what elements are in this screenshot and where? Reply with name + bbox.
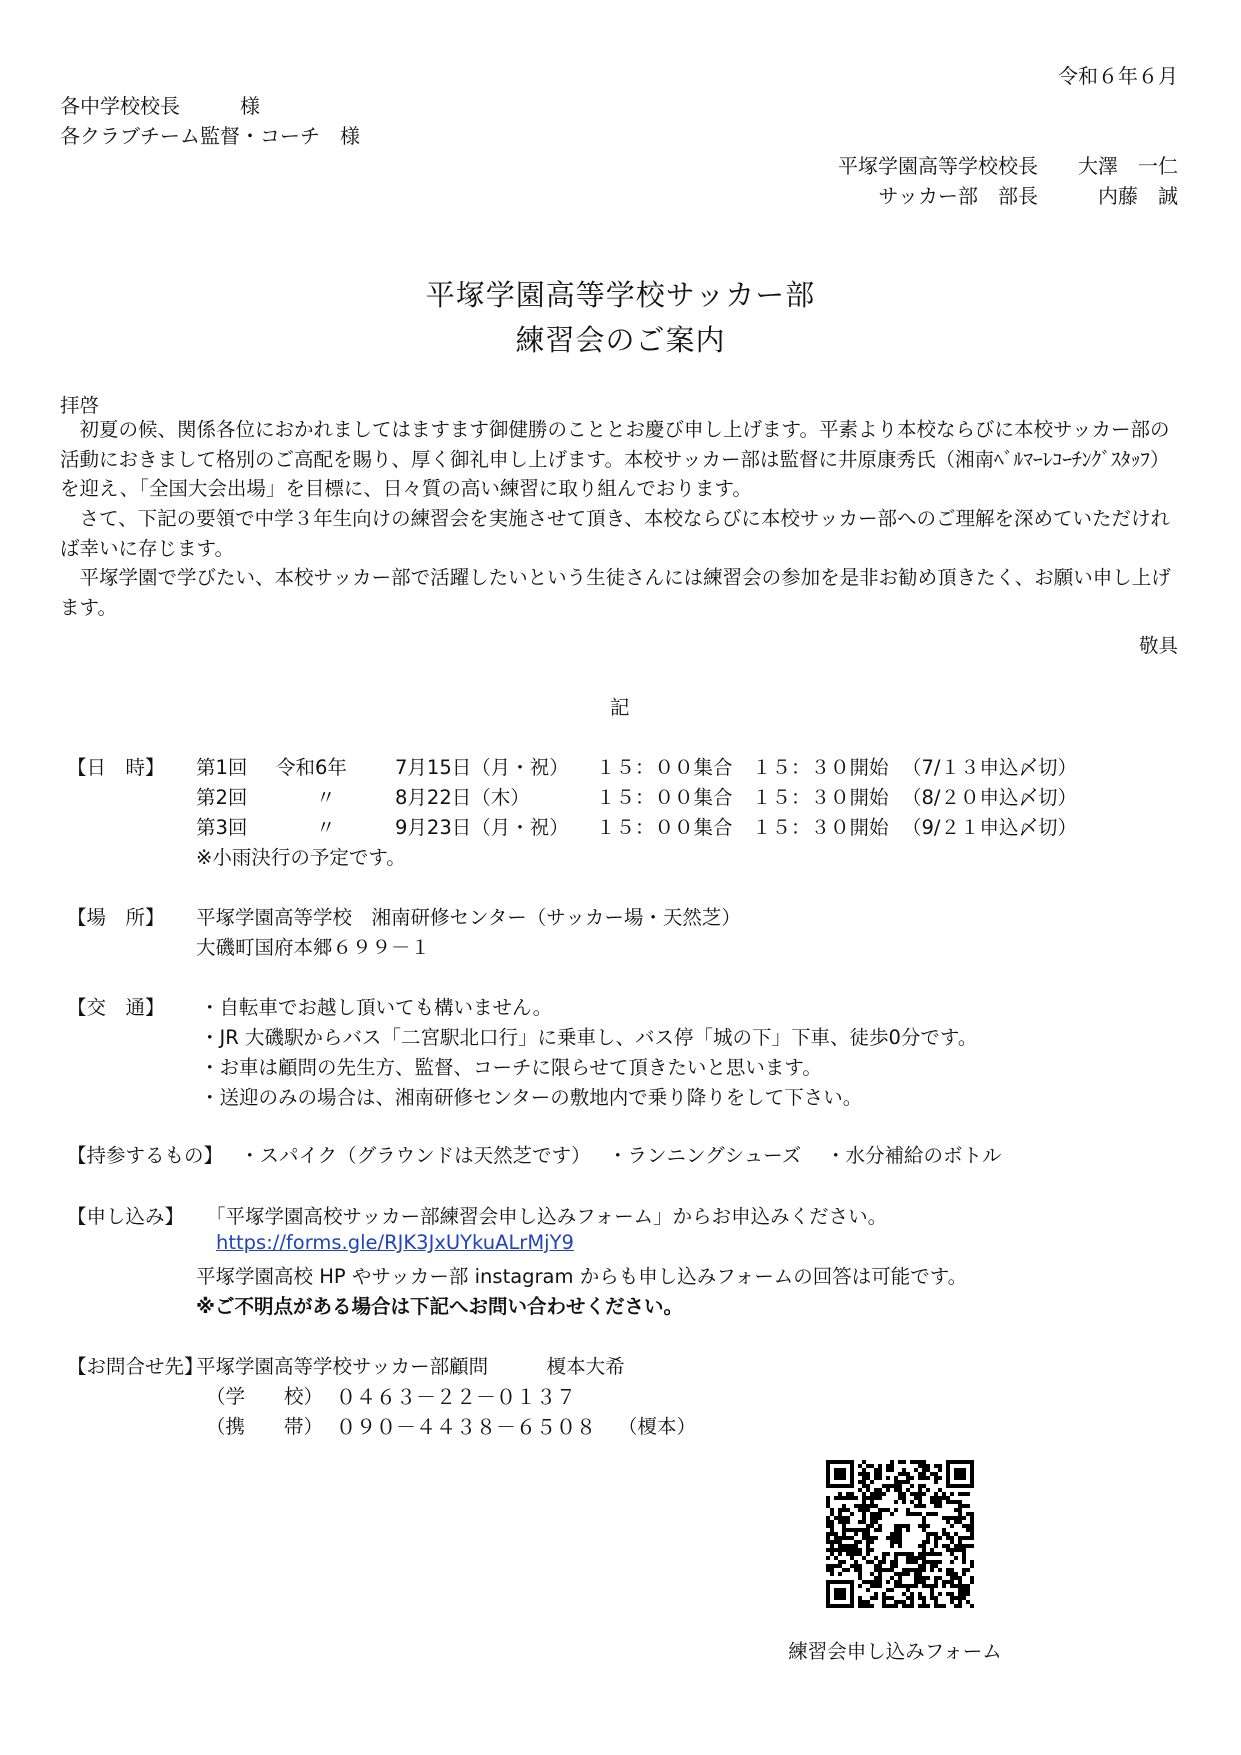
bring-item: ・ランニングシューズ	[608, 1144, 802, 1167]
contact-label: 【お問合せ先】	[67, 1355, 204, 1378]
apply-form-link[interactable]: https://forms.gle/RJK3JxUYkuALrMjY9	[216, 1231, 574, 1254]
schedule-label: 【日 時】	[67, 756, 165, 779]
transport-item: ・送迎のみの場合は、湘南研修センターの敷地内で乗り降りをして下さい。	[200, 1086, 863, 1109]
apply-label: 【申し込み】	[67, 1205, 185, 1228]
document-date: 令和６年６月	[1058, 64, 1178, 88]
sender-line-1: 平塚学園高等学校校長 大澤 一仁	[838, 154, 1178, 178]
page-title-line-1: 平塚学園高等学校サッカー部	[425, 278, 816, 312]
bring-item: ・水分補給のボトル	[826, 1144, 1002, 1167]
schedule-note: ※小雨決行の予定です。	[196, 846, 406, 869]
transport-item: ・お車は顧問の先生方、監督、コーチに限らせて頂きたいと思います。	[200, 1056, 822, 1079]
body-paragraph-2: さて、下記の要領で中学３年生向けの練習会を実施させて頂き、本校ならびに本校サッカー部へのご理解を深めていただければ幸いに存じます。	[60, 507, 1170, 560]
contact-mobile-tel: ０９０－４４３８－６５０８	[336, 1415, 596, 1439]
place-line-2: 大磯町国府本郷６９９－１	[196, 936, 431, 959]
apply-line-2: 平塚学園高校 HP やサッカー部 instagram からも申し込みフォームの回答は可能です。	[196, 1265, 968, 1288]
greeting: 拝啓	[60, 394, 100, 417]
bring-label: 【持参するもの】	[67, 1144, 224, 1167]
closing: 敬具	[1138, 634, 1178, 657]
apply-line-1: 「平塚学園高校サッカー部練習会申し込みフォーム」からお申込みください。	[206, 1205, 888, 1228]
bring-item: ・スパイク（グラウンドは天然芝です）	[240, 1144, 591, 1167]
contact-school-tel: ０４６３－２２－０１３７	[336, 1385, 576, 1409]
sender-line-2: サッカー部 部長 内藤 誠	[878, 184, 1178, 208]
contact-mobile-label: （携 帯）	[206, 1415, 324, 1438]
transport-label: 【交 通】	[67, 996, 165, 1019]
contact-mobile-name: （榎本）	[618, 1415, 697, 1438]
transport-item: ・JR 大磯駅からバス「二宮駅北口行」に乗車し、バス停「城の下」下車、徒歩0分です。	[200, 1026, 978, 1049]
recipient-line-2: 各クラブチーム監督・コーチ 様	[60, 124, 360, 148]
page-title-line-2: 練習会のご案内	[515, 323, 726, 357]
ki-heading: 記	[610, 696, 630, 719]
transport-item: ・自転車でお越し頂いても構いません。	[200, 996, 553, 1019]
qr-code-image[interactable]	[826, 1460, 974, 1608]
place-label: 【場 所】	[67, 906, 165, 929]
recipient-line-1: 各中学校校長 様	[60, 94, 260, 118]
contact-school-label: （学 校）	[206, 1385, 324, 1408]
apply-note: ※ご不明点がある場合は下記へお問い合わせください。	[196, 1295, 683, 1318]
qr-caption: 練習会申し込みフォーム	[788, 1640, 1002, 1663]
body-paragraph-1: 初夏の候、関係各位におかれましてはますます御健勝のこととお慶び申し上げます。平素より本校ならびに本校サッカー部の活動におきまして格別のご高配を賜り、厚く御礼申し上げます。本校サッカー部は監督に井原康秀氏（湘南ﾍﾞﾙﾏｰﾚｺｰﾁﾝｸﾞｽﾀｯﾌ）を迎え、「全国大会出場」を目標に、日々質の高い練習に取り組んでおります。	[60, 418, 1170, 500]
contact-org: 平塚学園高等学校サッカー部顧問 榎本大希	[196, 1355, 625, 1378]
body-paragraph-3: 平塚学園で学びたい、本校サッカー部で活躍したいという生徒さんには練習会の参加を是非お勧め頂きたく、お願い申し上げます。	[60, 566, 1171, 619]
place-line-1: 平塚学園高等学校 湘南研修センター（サッカー場・天然芝）	[196, 906, 741, 929]
